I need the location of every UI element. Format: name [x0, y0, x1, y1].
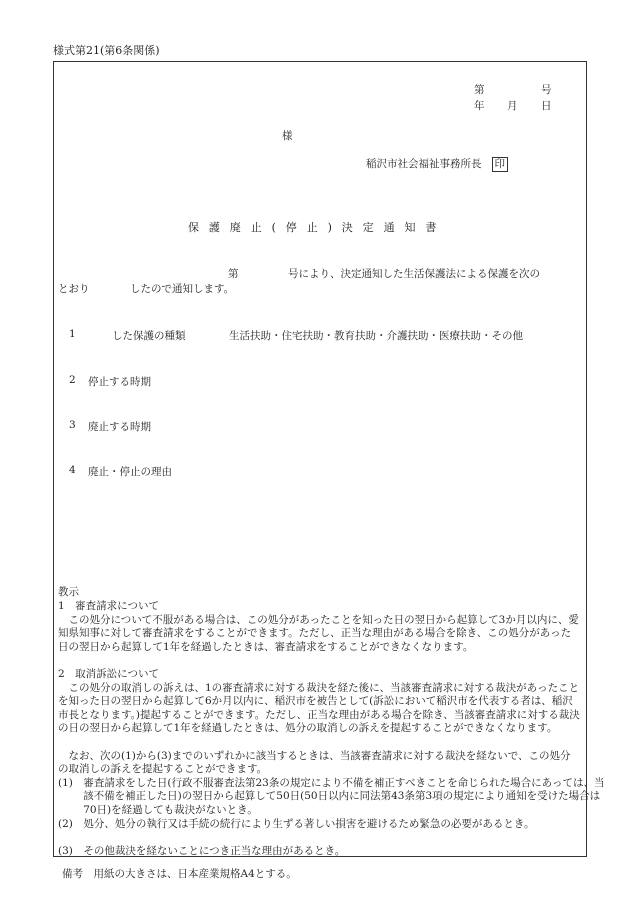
sender-line: [366, 156, 508, 172]
notice-section-2-note: なお、次の(1)から(3)までのいずれかに該当するときは、当該審査請求に対する裁決を経ないで、この処分の取消しの訴えを提起することができます。: [58, 750, 571, 776]
item-2-number: 2: [69, 374, 76, 386]
item-2-label: 停止する時期: [88, 376, 151, 388]
notice-section-2-title: 2 取消訴訟について: [58, 668, 159, 680]
number-prefix: 第: [474, 84, 485, 96]
intro-line2-prefix: とおり: [58, 283, 90, 295]
seal-mark: 印: [492, 157, 509, 172]
intro-line2: したので通知します。: [130, 283, 235, 295]
notice-condition-1: (1) 審査請求をした日(行政不服審査法第23条の規定により不備を補正すべきことを命じられた場合にあっては、当該不備を補正した日)の翌日から起算して50日(50日以内に同法第43条第3項の規定により通知を受けた場合は70日)を経過しても裁決がないとき。: [58, 777, 605, 816]
item-4-label: 廃止・停止の理由: [88, 466, 172, 478]
document-frame: [53, 61, 587, 857]
notice-condition-2: (2) 処分、処分の執行又は手続の続行により生ずる著しい損害を避けるため緊急の必要があるとき。: [58, 818, 535, 830]
notice-section-1-body: この処分について不服がある場合は、この処分があったことを知った日の翌日から起算して3か月以内に、愛知県知事に対して審査請求をすることができます。ただし、正当な理由がある場合を除き、この処分があった日の翌日から起算して1年を経過したときは、審査請求をすることができなくなります。: [58, 614, 579, 653]
number-suffix: 号: [541, 84, 552, 96]
item-1-value: 生活扶助・住宅扶助・教育扶助・介護扶助・医療扶助・その他: [229, 330, 523, 342]
intro-number-prefix: 第: [228, 268, 239, 280]
notice-condition-3: (3) その他裁決を経ないことにつき正当な理由があるとき。: [58, 845, 346, 857]
sender-name: 稲沢市社会福祉事務所長: [366, 158, 482, 170]
date-day: 日: [541, 100, 552, 112]
item-3-number: 3: [69, 419, 76, 431]
intro-line1: 号により、決定通知した生活保護法による保護を次の: [288, 268, 540, 280]
date-month: 月: [507, 100, 518, 112]
form-label: 様式第21(第6条関係): [53, 44, 160, 57]
notice-heading: 教示: [58, 586, 79, 598]
item-3-label: 廃止する時期: [88, 421, 151, 433]
item-4-number: 4: [69, 464, 76, 476]
item-1-number: 1: [69, 328, 76, 340]
document-title: 保護廃止(停止)決定通知書: [188, 221, 447, 234]
notice-section-1-title: 1 審査請求について: [58, 600, 159, 612]
date-year: 年: [474, 100, 485, 112]
addressee-suffix: 様: [282, 130, 293, 142]
remark: 備考 用紙の大きさは、日本産業規格A4とする。: [62, 868, 297, 880]
item-1-label: した保護の種類: [112, 330, 186, 342]
notice-section-2-body: この処分の取消しの訴えは、1の審査請求に対する裁決を経た後に、当該審査請求に対する裁決があったことを知った日の翌日から起算して6か月以内に、稲沢市を被告として(訴訟において稲沢市を代表する者は、稲沢市長となります。)提起することができます。ただし、正当な理由がある場合を除き、当該審査請求に対する裁決の日の翌日から起算して1年を経過したときは、処分の取消しの訴えを提起することができなくなります。: [58, 682, 580, 735]
